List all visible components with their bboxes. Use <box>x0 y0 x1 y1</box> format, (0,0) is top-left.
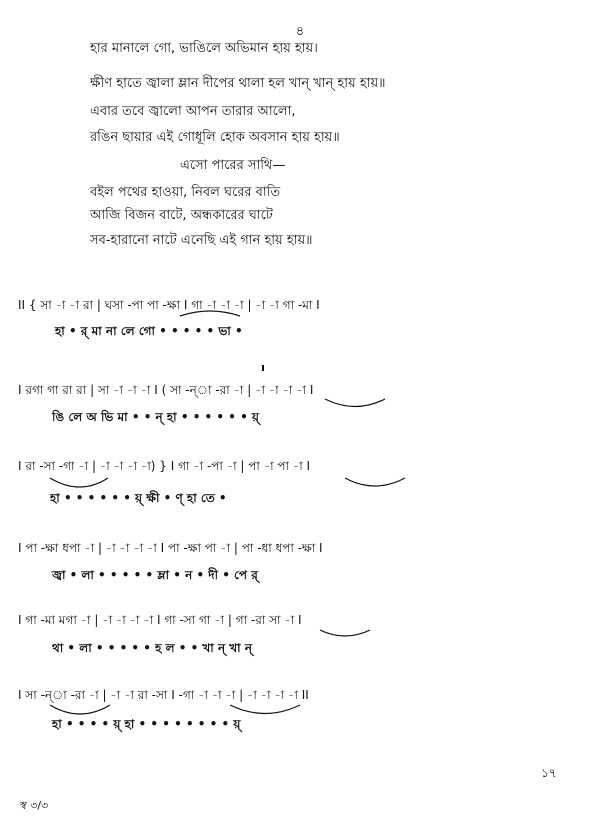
page-number-top: ৪ <box>295 24 305 39</box>
page-number-bottom: ১৭ <box>541 766 557 780</box>
lyric-line-2: ক্ষীণ হাতে জ্বালা ম্লান দীপের থালা হল খান্‌ খান্‌ হায় হায়॥ <box>90 76 386 91</box>
lyric-line-5: এসো পারের সাথি— <box>180 158 286 173</box>
notation-row-6-syllables: হা • • • • য়্‌ হা • • • • • • • • য়্‌ <box>52 717 241 731</box>
lyric-line-1: হার মানালে গো, ভাঙিলে অভিমান হায় হায়। <box>90 41 318 56</box>
lyric-line-8: সব-হারানো নাটে এনেছি এই গান হায় হায়॥ <box>90 233 313 248</box>
slur-arc <box>50 478 108 487</box>
footer-label: স্ব ৩/৩ <box>20 799 49 812</box>
slur-arc <box>325 399 385 407</box>
slur-arc <box>345 478 405 486</box>
notation-row-2-notes: I রগা গা রা রা | সা -া -া -া I ( সা -ন্‌া -রা -া | -া -া -া -া I <box>18 383 314 397</box>
small-dot-mark <box>262 365 264 371</box>
notation-row-5-notes: I গা -মা মগা -া | -া -া -া -া I গা -সা গা -া | গা -রা সা -া I <box>18 613 302 627</box>
notation-row-1-notes: II { সা -া -া রা | ঘসা -পা পা -ক্ষা I গা -া -া -া | -া -া গা -মা I <box>18 298 320 312</box>
notation-row-6-notes: I সা -ন্‌া -রা -া | -া -া রা -সা I -গা -া -া -া | -া -া -া -া II <box>18 688 309 702</box>
notation-row-5-syllables: থা • লা • • • • • হ ল • • খা ন্‌ খা ন্‌ <box>52 641 252 655</box>
notation-row-3-syllables: হা • • • • • • য়্‌ ক্ষী • ণ্‌ হা তে • <box>50 491 227 505</box>
lyric-line-3: এবার তবে জ্বালো আপন তারার আলো, <box>90 104 296 119</box>
lyric-line-7: আজি বিজন বাটে, অন্ধকারের ঘাটে <box>90 208 273 223</box>
notation-row-3-notes: I রা -সা -গা -া | -া -া -া -া) } I গা -া -পা -া | পা -া পা -া I <box>18 459 311 473</box>
notation-row-4-notes: I পা -ক্ষা ধপা -া | -া -া -া -া I পা -ক্ষা পা -া | পা -ধা ধপা -ক্ষা I <box>18 541 323 555</box>
notation-row-1-syllables: হা • র্ মা না লে গো • • • • • ভা • <box>55 324 243 338</box>
lyric-line-6: বইল পথের হাওয়া, নিবল ঘরের বাতি <box>90 185 281 200</box>
slur-arc <box>320 630 370 636</box>
notation-row-4-syllables: জ্বা • লা • • • • • ম্লা • ন • দী • পে র্‌ <box>52 568 258 582</box>
lyric-line-4: রঙিন ছায়ার এই গোধূলি হোক অবসান হায় হায়॥ <box>90 130 340 145</box>
notation-row-2-syllables: ঙি লে অ ভি মা • • ন্‌ হা • • • • • • য়্‌ <box>52 410 259 424</box>
